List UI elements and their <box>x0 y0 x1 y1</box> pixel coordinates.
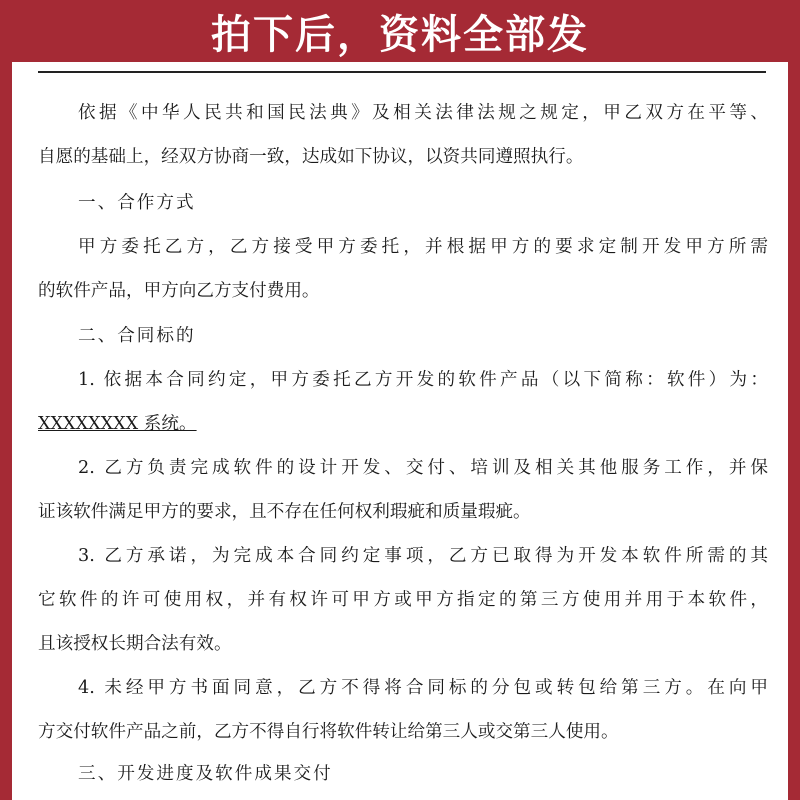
section-2-item-4 <box>38 666 768 754</box>
section-1-line-1: 甲方委托乙方，乙方接受甲方委托，并根据甲方的要求定制开发甲方所需 <box>78 237 768 257</box>
item-4-line-1: 4. 未经甲方书面同意，乙方不得将合同标的分包或转包给第三方。在向甲 <box>78 678 768 698</box>
section-2-heading: 二、合同标的 <box>78 326 196 346</box>
item-3-line-1: 3. 乙方承诺，为完成本合同约定事项，乙方已取得为开发本软件所需的其 <box>78 546 768 566</box>
section-3-heading: 三、开发进度及软件成果交付 <box>78 764 333 784</box>
item-2-line-1: 2. 乙方负责完成软件的设计开发、交付、培训及相关其他服务工作，并保 <box>78 458 768 478</box>
banner-title: 拍下后，资料全部发 <box>211 11 589 58</box>
section-1-line-2: 的软件产品，甲方向乙方支付费用。 <box>38 281 320 301</box>
promo-banner <box>0 0 800 62</box>
top-rule <box>38 71 766 73</box>
intro-line-2: 自愿的基础上，经双方协商一致，达成如下协议，以资共同遵照执行。 <box>38 147 584 167</box>
item-3-line-2: 它软件的许可使用权，并有权许可甲方或甲方指定的第三方使用并用于本软件， <box>38 590 768 610</box>
section-1-heading: 一、合作方式 <box>78 193 196 213</box>
item-1-line-1: 1. 依据本合同约定，甲方委托乙方开发的软件产品（以下简称：软件）为： <box>78 370 768 390</box>
item-1-line-2: XXXXXXXX 系统。 <box>38 414 197 434</box>
item-2-line-2: 证该软件满足甲方的要求，且不存在任何权利瑕疵和质量瑕疵。 <box>38 502 531 522</box>
section-2-item-1 <box>38 358 768 446</box>
document-page <box>12 62 788 800</box>
section-2-item-3 <box>38 534 768 666</box>
section-2-item-2 <box>38 446 768 534</box>
intro-line-1: 依据《中华人民共和国民法典》及相关法律法规之规定，甲乙双方在平等、 <box>78 103 768 123</box>
intro-paragraph <box>38 91 768 179</box>
item-4-line-2: 方交付软件产品之前，乙方不得自行将软件转让给第三人或交第三人使用。 <box>38 722 619 742</box>
section-1-paragraph <box>38 225 768 313</box>
item-3-line-3: 且该授权长期合法有效。 <box>38 634 232 654</box>
